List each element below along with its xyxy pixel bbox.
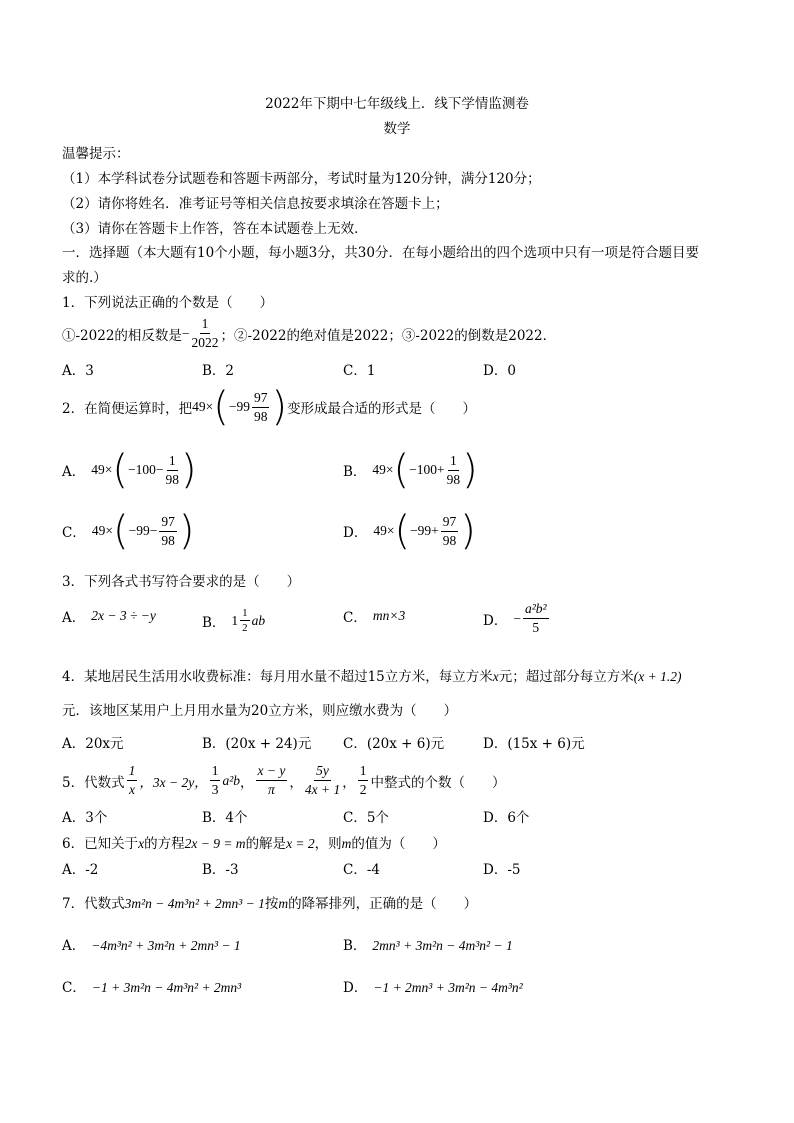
q2-option-a-mul: 49×: [91, 462, 113, 477]
q2-stem-post: 变形成最合适的形式是（ ）: [287, 401, 477, 417]
q2-stem-pre: 2．在简便运算时，把: [62, 401, 193, 417]
q2-option-d-fraction: [441, 513, 459, 550]
q3-option-b: [202, 606, 265, 635]
q3-option-a-expr: 2x − 3 ÷ −y: [91, 608, 156, 623]
q2-option-c-label: C．: [62, 525, 86, 541]
q7-stem-pre: 7．代数式: [62, 896, 125, 912]
q2-option-c: [62, 508, 195, 554]
q2-option-d-denominator: 98: [442, 532, 457, 548]
tips-heading: 温馨提示：: [62, 146, 130, 162]
q7-option-b-label: B．: [343, 938, 367, 954]
q2-stem-denominator: 98: [253, 408, 268, 424]
q2-option-d-lparen: (: [394, 508, 411, 554]
q4-line1: [62, 665, 682, 685]
q4-variable-x: x: [492, 669, 499, 684]
q6-option-c: C．-4: [343, 862, 380, 878]
q3-option-c: [343, 606, 405, 626]
q5-expr-4: [256, 762, 288, 799]
q2-stem: [62, 384, 477, 430]
q2-option-c-numerator: 97: [159, 513, 177, 532]
q2-option-b-numerator: 1: [448, 452, 459, 471]
section-heading-line1: 一．选择题（本大题有10个小题，每小题3分，共30分．在每小题给出的四个选项中只有一项是符合题目要: [62, 245, 699, 261]
tip-item-1: （1）本学科试卷分试题卷和答题卡两部分，考试时量为120分钟，满分120分；: [62, 171, 541, 187]
q1-statements: [62, 315, 556, 352]
q2-option-d-numerator: 97: [441, 513, 459, 532]
q2-option-d-inner: −99+: [410, 523, 439, 538]
q6-equation: 2x − 9 = m: [184, 836, 246, 851]
q7-option-b: [343, 934, 513, 954]
q5-expr-5-denominator: 4x + 1: [304, 782, 341, 797]
q2-stem-fraction: [252, 389, 270, 426]
q3-option-d-denominator: 5: [532, 620, 540, 635]
subject-title: 数学: [383, 121, 411, 137]
q2-option-b-inner: −100+: [409, 462, 445, 477]
q3-option-d-label: D．: [483, 612, 508, 629]
tip-item-2: （2）请你将姓名．准考证号等相关信息按要求填涂在答题卡上；: [62, 196, 449, 212]
q7-stem-mid: 按: [264, 896, 279, 912]
q2-option-c-fraction: [159, 513, 177, 550]
q5-expr-3-fraction: [210, 762, 221, 799]
q2-option-a-lparen: (: [112, 447, 128, 493]
q7-stem: [62, 892, 477, 912]
q2-stem-inner: −99: [228, 399, 250, 414]
q5-expr-4-denominator: π: [268, 782, 275, 797]
q2-option-a-label: A．: [62, 464, 86, 480]
q1-s1-post: ；②-2022的绝对值是2022；③-2022的倒数是2022．: [220, 327, 557, 344]
q5-expr-3-denominator: 3: [211, 782, 219, 797]
section-heading-line2: 求的.）: [62, 270, 107, 286]
q5-expr-3-numerator: 1: [210, 762, 221, 781]
q3-option-d-minus: −: [513, 610, 521, 626]
q6-solution: x = 2: [286, 836, 315, 851]
q4-line2: 元．该地区某用户上月用水量为20立方米，则应缴水费为（ ）: [62, 703, 458, 719]
q5-label: 5．代数式: [62, 774, 125, 791]
q3-option-c-expr: mn×3: [372, 608, 406, 623]
q2-option-a-inner: −100−: [127, 462, 164, 477]
q5-expr-6: [358, 762, 369, 799]
q2-option-b: [343, 447, 478, 493]
q2-option-c-lparen: (: [112, 508, 129, 554]
q2-option-b-lparen: (: [393, 447, 410, 493]
q5-expr-4-numerator: x − y: [256, 762, 288, 781]
q5-option-c: C．5个: [343, 810, 389, 826]
q4-line1-pre: 4．某地居民生活用水收费标准：每月用水量不超过15立方米，每立方米: [62, 669, 493, 685]
q3-option-d: [483, 600, 551, 637]
q4-option-a: A．20x元: [62, 736, 124, 752]
q3-option-d-fraction: [523, 600, 549, 637]
q1-option-b: B．2: [202, 363, 235, 379]
q1-fraction: [192, 315, 219, 352]
q3-option-c-label: C．: [343, 610, 367, 626]
q7-option-d-expr: −1 + 2mn³ + 3m²n − 4m³n²: [373, 980, 523, 995]
q5-option-a: A．3个: [62, 810, 108, 826]
q7-option-a: [62, 934, 241, 954]
q2-option-a: [62, 447, 197, 493]
q2-option-b-fraction: [447, 452, 461, 489]
q3-option-b-numerator: 1: [242, 607, 248, 619]
q5-expr-5-numerator: 5y: [314, 762, 331, 781]
q1-option-a: A．3: [62, 363, 94, 379]
q2-option-c-rparen: ): [178, 508, 195, 554]
q2-option-b-denominator: 98: [446, 471, 461, 487]
q5-comma-1: ，: [240, 774, 254, 791]
q5-tail: 中整式的个数（ ）: [370, 774, 506, 791]
q3-option-b-variables: ab: [251, 612, 266, 628]
q5-expr-3-tail: a²b: [222, 772, 240, 788]
q2-stem-numerator: 97: [252, 389, 270, 408]
q3-option-b-label: B．: [202, 614, 226, 631]
q6-option-d: D．-5: [483, 862, 521, 878]
q1-option-c: C．1: [343, 363, 376, 379]
q7-option-b-expr: 2mn³ + 3m²n − 4m³n² − 1: [372, 938, 513, 953]
q5-comma-3: ，: [342, 774, 356, 791]
q2-option-c-mul: 49×: [91, 523, 113, 538]
q2-right-paren: ): [271, 384, 288, 430]
q7-option-a-expr: −4m³n² + 3m²n + 2mn³ − 1: [91, 938, 241, 953]
q2-option-d: [343, 508, 476, 554]
q5-comma-2: ，: [289, 774, 303, 791]
q7-option-c: [62, 976, 241, 996]
q4-option-d: D．(15x + 6)元: [483, 736, 585, 752]
q1-fraction-numerator: 1: [200, 315, 211, 334]
q7-option-d: [343, 976, 523, 996]
q1-option-d: D．0: [483, 363, 516, 379]
q3-option-a: [62, 606, 156, 626]
q7-expression: 3m²n − 4m³n² + 2mn³ − 1: [124, 896, 265, 911]
q1-fraction-denominator: 2022: [191, 335, 219, 350]
q5-option-d: D．6个: [483, 810, 530, 826]
q2-option-b-label: B．: [343, 464, 367, 480]
q5-expr-1: [127, 762, 138, 799]
q2-option-a-fraction: [165, 452, 179, 489]
q7-option-a-label: A．: [62, 938, 86, 954]
q6-option-a: A．-2: [62, 862, 99, 878]
q7-stem-post: 的降幂排列，正确的是（ ）: [288, 896, 478, 912]
q6-stem-mid2: 的解是: [245, 836, 287, 852]
q7-option-c-label: C．: [62, 980, 86, 996]
q5-expr-1-numerator: 1: [127, 762, 138, 781]
q7-variable-m: m: [278, 896, 289, 911]
q2-option-d-label: D．: [343, 525, 368, 541]
q4-option-b: B．(20x + 24)元: [202, 736, 312, 752]
q6-option-b: B．-3: [202, 862, 239, 878]
q2-option-b-mul: 49×: [372, 462, 394, 477]
q2-left-paren: (: [213, 384, 229, 430]
q6-variable-m: m: [341, 836, 352, 851]
q6-stem-mid3: ，则: [314, 836, 342, 852]
q4-option-c: C．(20x + 6)元: [343, 736, 445, 752]
exam-title: 2022年下期中七年级线上．线下学情监测卷: [265, 96, 529, 112]
q3-option-b-fraction: [240, 606, 250, 635]
q6-stem: [62, 832, 446, 852]
q3-option-b-integer: 1: [231, 612, 239, 628]
q5-option-b: B．4个: [202, 810, 248, 826]
q2-option-a-rparen: ): [180, 447, 197, 493]
q2-option-a-denominator: 98: [165, 471, 179, 487]
q3-option-d-numerator: a²b²: [523, 600, 549, 619]
q5-expr-2: ，3x − 2y，: [139, 774, 208, 790]
q4-line1-mid: 元；超过部分每立方米: [498, 669, 634, 685]
q3-option-b-denominator: 2: [242, 622, 248, 634]
q6-stem-pre: 6．已知关于: [62, 836, 139, 852]
q6-variable-x: x: [138, 836, 145, 851]
q6-stem-mid: 的方程: [144, 836, 185, 852]
q5-expr-1-denominator: x: [128, 782, 135, 797]
tip-item-3: （3）请你在答题卡上作答，答在本试题卷上无效．: [62, 221, 368, 237]
q2-stem-mul: 49×: [192, 399, 214, 414]
q2-option-d-mul: 49×: [373, 523, 395, 538]
q6-stem-post: 的值为（ ）: [351, 836, 446, 852]
q2-option-c-inner: −99−: [128, 523, 158, 538]
q5-expr-5: [305, 762, 340, 799]
q3-stem: 3．下列各式书写符合要求的是（ ）: [62, 574, 301, 590]
q5-expr-6-numerator: 1: [358, 762, 369, 781]
q2-option-c-denominator: 98: [161, 532, 175, 548]
q5-stem: [62, 762, 505, 799]
q2-option-a-numerator: 1: [167, 452, 178, 471]
q1-stem: 1．下列说法正确的个数是（ ）: [62, 295, 274, 311]
q3-option-a-label: A．: [62, 610, 86, 626]
q5-expr-6-denominator: 2: [359, 782, 367, 797]
q7-option-c-expr: −1 + 3m²n − 4m³n² + 2mn³: [91, 980, 242, 995]
q7-option-d-label: D．: [343, 980, 368, 996]
q1-s1-pre: ①-2022的相反数是: [62, 327, 182, 344]
q2-option-d-rparen: ): [460, 508, 476, 554]
q2-option-b-rparen: ): [462, 447, 478, 493]
q1-minus: −: [181, 325, 190, 341]
q4-rate-expr: (x + 1.2): [633, 669, 682, 684]
